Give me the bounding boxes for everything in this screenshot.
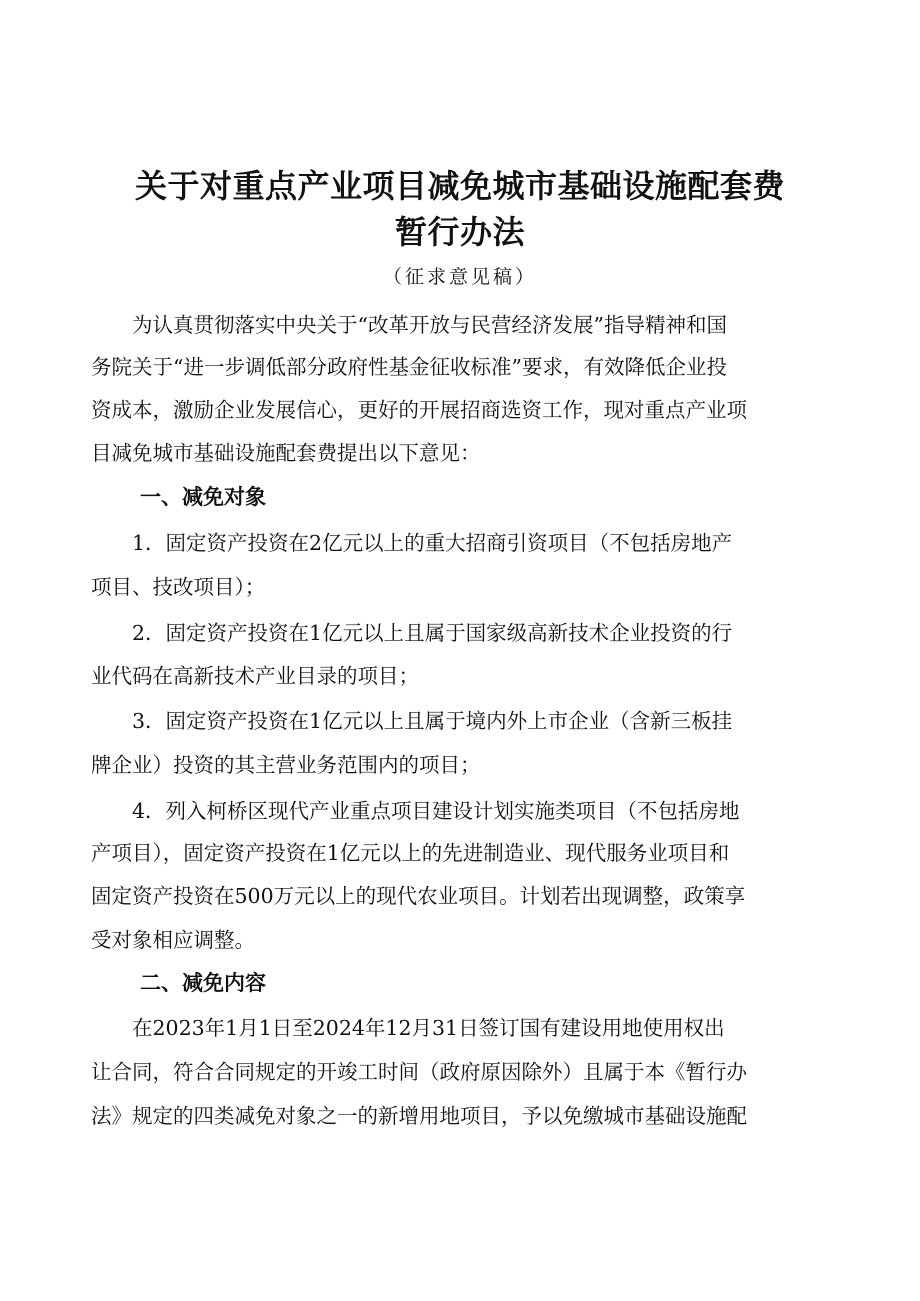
content-line: 在2023年1月1日至2024年12月31日签订国有建设用地使用权出 xyxy=(91,1016,725,1040)
document-title-line-2: 暂行办法 xyxy=(394,213,525,251)
item-4-line: 固定资产投资在500万元以上的现代农业项目。计划若出现调整，政策享 xyxy=(91,884,746,908)
intro-line: 资成本，激励企业发展信心，更好的开展招商选资工作，现对重点产业项 xyxy=(91,398,747,422)
intro-line: 务院关于“进一步调低部分政府性基金征收标准”要求，有效降低企业投 xyxy=(91,355,727,379)
item-4-line: 4．列入柯桥区现代产业重点项目建设计划实施类项目（不包括房地 xyxy=(91,799,740,823)
document-title-line-1: 关于对重点产业项目减免城市基础设施配套费 xyxy=(134,167,785,205)
document-subtitle: （征求意见稿） xyxy=(382,266,537,288)
item-2-line: 2．固定资产投资在1亿元以上且属于国家级高新技术企业投资的行 xyxy=(91,621,733,645)
content-line: 法》规定的四类减免对象之一的新增用地项目，予以免缴城市基础设施配 xyxy=(91,1104,747,1128)
intro-line: 为认真贯彻落实中央关于“改革开放与民营经济发展”指导精神和国 xyxy=(91,313,727,337)
item-4-line: 产项目），固定资产投资在1亿元以上的先进制造业、现代服务业项目和 xyxy=(91,841,730,865)
content-line: 让合同，符合合同规定的开竣工时间（政府原因除外）且属于本《暂行办 xyxy=(91,1060,747,1084)
item-2-line: 业代码在高新技术产业目录的项目； xyxy=(91,664,419,688)
item-3-line: 3．固定资产投资在1亿元以上且属于境内外上市企业（含新三板挂 xyxy=(91,709,733,733)
section-heading-exemption-content: 二、减免内容 xyxy=(140,971,266,995)
item-3-line: 牌企业）投资的其主营业务范围内的项目； xyxy=(91,753,481,777)
item-1-line: 项目、技改项目）； xyxy=(91,575,266,599)
item-4-line: 受对象相应调整。 xyxy=(91,928,255,952)
intro-line: 目减免城市基础设施配套费提出以下意见： xyxy=(91,441,481,465)
section-heading-exemption-targets: 一、减免对象 xyxy=(140,485,266,509)
item-1-line: 1．固定资产投资在2亿元以上的重大招商引资项目（不包括房地产 xyxy=(91,531,733,555)
